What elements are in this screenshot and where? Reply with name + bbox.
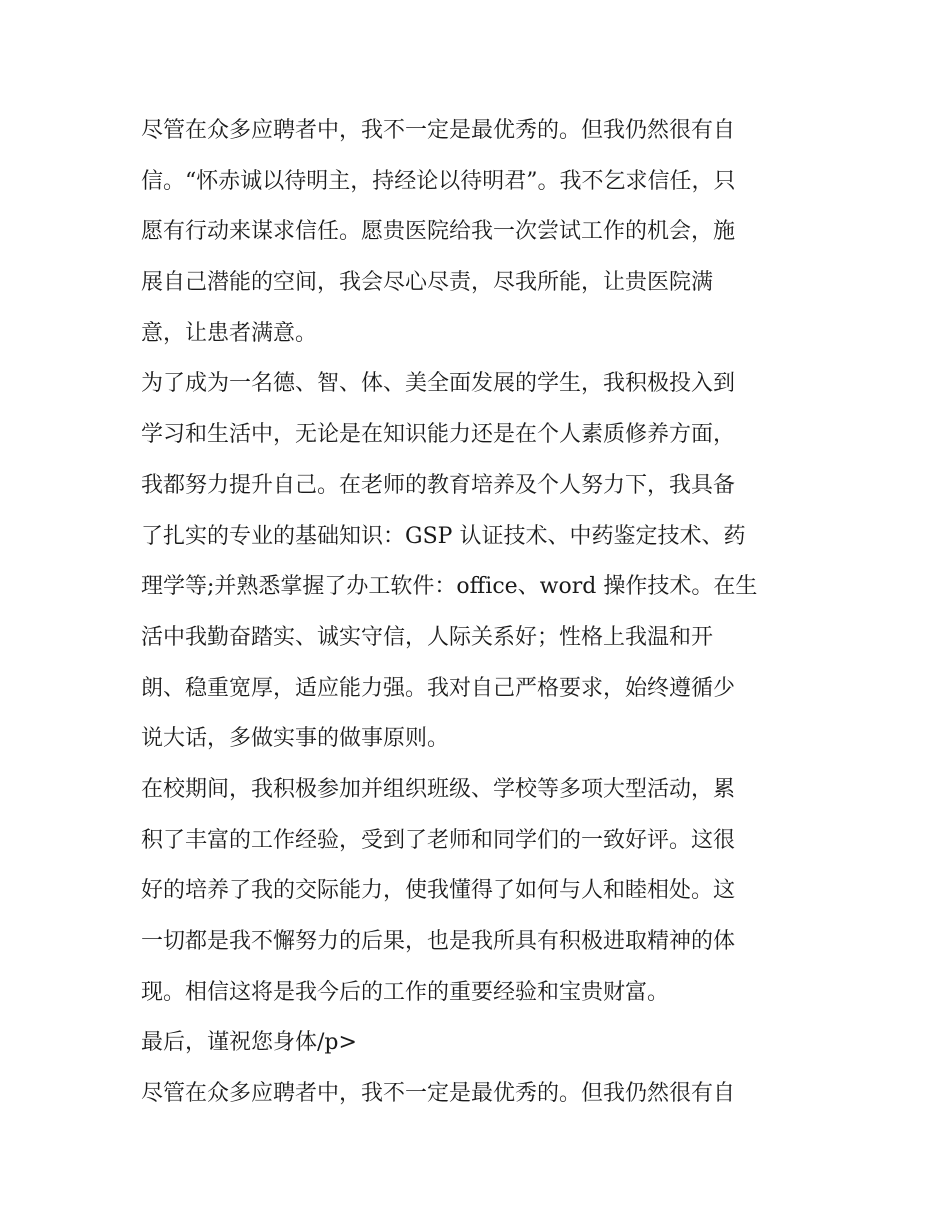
- text-line: 一切都是我不懈努力的后果，也是我所具有积极进取精神的体: [141, 929, 736, 954]
- text-line: 尽管在众多应聘者中，我不一定是最优秀的。但我仍然很有自: [141, 118, 736, 143]
- text-line: 好的培养了我的交际能力，使我懂得了如何与人和睦相处。这: [141, 878, 736, 904]
- text-line: 展自己潜能的空间，我会尽心尽责，尽我所能，让贵医院满: [141, 270, 714, 296]
- text-line: 在校期间，我积极参加并组织班级、学校等多项大型活动，累: [141, 776, 736, 802]
- text-line: 了扎实的专业的基础知识：GSP 认证技术、中药鉴定技术、药: [141, 523, 746, 549]
- text-line: 最后，谨祝您身体/p>: [141, 1030, 357, 1056]
- text-line: 意，让患者满意。: [141, 320, 318, 346]
- text-line: 活中我勤奋踏实、诚实守信，人际关系好；性格上我温和开: [141, 624, 714, 650]
- text-line: 信。“怀赤诚以待明主，持经论以待明君”。我不乞求信任，只: [141, 168, 736, 194]
- text-line: 朗、稳重宽厚，适应能力强。我对自己严格要求，始终遵循少: [141, 675, 736, 701]
- text-line: 学习和生活中，无论是在知识能力还是在个人素质修养方面，: [141, 422, 736, 448]
- text-line: 为了成为一名德、智、体、美全面发展的学生，我积极投入到: [141, 371, 736, 397]
- text-line: 愿有行动来谋求信任。愿贵医院给我一次尝试工作的机会，施: [141, 219, 736, 245]
- document-body: [141, 112, 813, 1126]
- text-line: 现。相信这将是我今后的工作的重要经验和宝贵财富。: [141, 979, 670, 1005]
- text-line: 我都努力提升自己。在老师的教育培养及个人努力下，我具备: [141, 472, 736, 498]
- text-line: 尽管在众多应聘者中，我不一定是最优秀的。但我仍然很有自: [141, 1081, 736, 1107]
- text-line: 积了丰富的工作经验，受到了老师和同学们的一致好评。这很: [141, 827, 736, 853]
- text-line: 理学等;并熟悉掌握了办工软件：office、word 操作技术。在生: [141, 574, 758, 600]
- text-line: 说大话，多做实事的做事原则。: [141, 726, 450, 752]
